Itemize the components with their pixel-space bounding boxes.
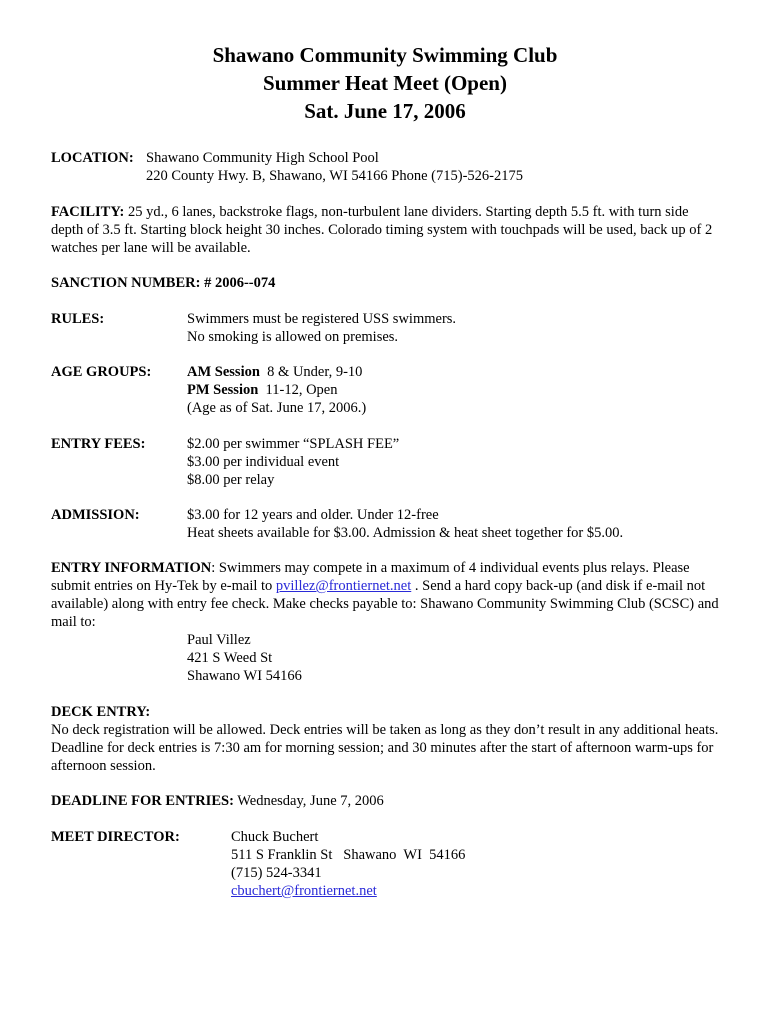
meet-director-name: Chuck Buchert <box>231 829 319 845</box>
facility-paragraph <box>51 203 721 257</box>
admission-line-2: Heat sheets available for $3.00. Admission & heat sheet together for $5.00. <box>187 525 624 541</box>
pm-session-value: 11-12, Open <box>258 382 338 398</box>
deadline-label: DEADLINE FOR ENTRIES: <box>51 793 234 809</box>
meet-director-address: 511 S Franklin St Shawano WI 54166 <box>231 847 466 863</box>
location-line-2: 220 County Hwy. B, Shawano, WI 54166 Phone (715)-526-2175 <box>146 168 523 184</box>
deadline-line <box>51 792 384 810</box>
entry-information-paragraph <box>51 559 721 631</box>
deck-entry-label: DECK ENTRY: <box>51 704 151 720</box>
meet-date-title: Sat. June 17, 2006 <box>304 99 466 123</box>
meet-director-label: MEET DIRECTOR: <box>51 829 180 845</box>
am-session-label: AM Session <box>187 364 260 380</box>
entry-info-text-a: : Swimmers may compete in a maximum of 4 individual events plus relays. Please submit entries on Hy-Tek by e-mail to <box>51 560 690 594</box>
rules-label: RULES: <box>51 311 105 327</box>
meet-director-email-line <box>231 882 377 900</box>
club-name-title: Shawano Community Swimming Club <box>212 43 558 67</box>
entries-email-link[interactable]: pvillez@frontiernet.net <box>275 578 412 594</box>
mail-address-line-3: Shawano WI 54166 <box>187 668 302 684</box>
entry-fees-label: ENTRY FEES: <box>51 436 146 452</box>
mail-address-line-2: 421 S Weed St <box>187 650 273 666</box>
pm-session-label: PM Session <box>187 382 259 398</box>
entry-fee-line-3: $8.00 per relay <box>187 472 275 488</box>
meet-director-email-link[interactable]: cbuchert@frontiernet.net <box>231 883 377 899</box>
rules-line-1: Swimmers must be registered USS swimmers. <box>187 311 457 327</box>
facility-label: FACILITY: <box>51 204 125 220</box>
admission-label: ADMISSION: <box>51 507 140 523</box>
facility-text: 25 yd., 6 lanes, backstroke flags, non-turbulent lane dividers. Starting depth 5.5 ft. with turn side depth of 3.5 ft. Starting block height 30 inches. Colorado timing system with touchpads will be used, back up of 2 watches per lane will be available. <box>51 204 713 256</box>
rules-line-2: No smoking is allowed on premises. <box>187 329 399 345</box>
mail-address-line-1: Paul Villez <box>187 632 251 648</box>
am-session-value: 8 & Under, 9-10 <box>259 364 363 380</box>
location-label: LOCATION: <box>51 150 134 166</box>
meet-director-phone: (715) 524-3341 <box>231 865 322 881</box>
deadline-value: Wednesday, June 7, 2006 <box>233 793 384 809</box>
age-groups-label: AGE GROUPS: <box>51 364 152 380</box>
age-note: (Age as of Sat. June 17, 2006.) <box>187 400 367 416</box>
location-line-1: Shawano Community High School Pool <box>146 150 379 166</box>
entry-fee-line-1: $2.00 per swimmer “SPLASH FEE” <box>187 436 400 452</box>
sanction-number: SANCTION NUMBER: # 2006--074 <box>51 275 276 291</box>
am-session-line <box>187 363 362 381</box>
pm-session-line <box>187 381 338 399</box>
deck-entry-text: No deck registration will be allowed. Deck entries will be taken as long as they don’t result in any additional heats. Deadline for deck entries is 7:30 am for morning session; and 30 minutes after the start of afternoon warm-ups for afternoon session. <box>51 722 719 774</box>
entry-fee-line-2: $3.00 per individual event <box>187 454 340 470</box>
admission-line-1: $3.00 for 12 years and older. Under 12-free <box>187 507 439 523</box>
entry-information-label: ENTRY INFORMATION <box>51 560 212 576</box>
entry-info-text-b: . Send a hard copy back-up (and disk if e-mail not available) along with entry fee check. Make checks payable to: Shawano Community Swimming Club (SCSC) and mail to: <box>51 578 719 630</box>
meet-name-title: Summer Heat Meet (Open) <box>263 71 507 95</box>
